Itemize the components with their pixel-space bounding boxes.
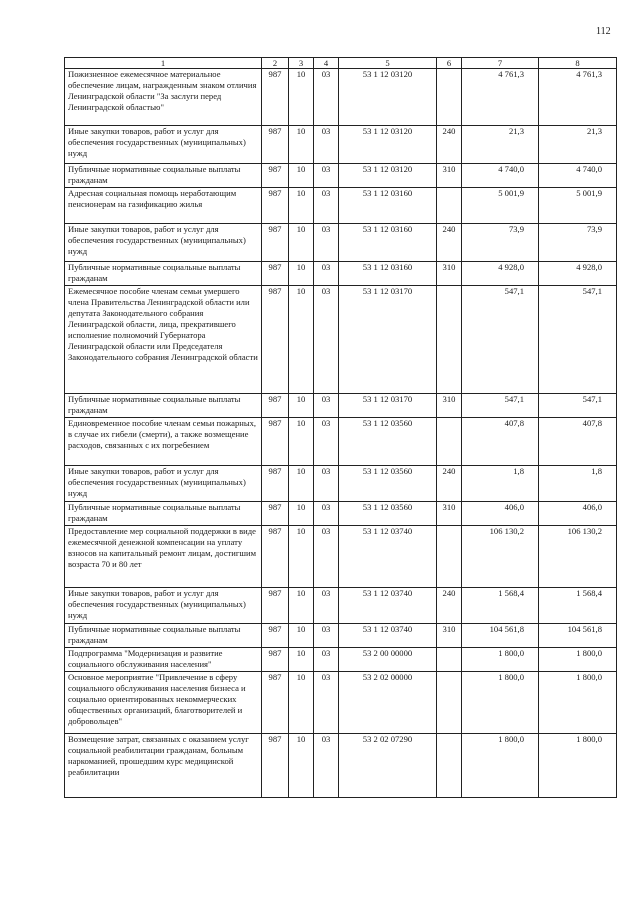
column-header-6: 6 <box>437 58 462 69</box>
row-name: Публичные нормативные социальные выплаты гражданам <box>65 624 262 648</box>
row-target-article: 53 1 12 03120 <box>339 126 437 164</box>
table-row <box>65 418 617 466</box>
row-expense-type <box>437 734 462 798</box>
row-subsection: 03 <box>314 394 339 418</box>
row-subsection: 03 <box>314 502 339 526</box>
row-code-admin: 987 <box>262 126 289 164</box>
row-name: Иные закупки товаров, работ и услуг для обеспечения государственных (муниципальных) нужд <box>65 588 262 624</box>
column-header-5: 5 <box>339 58 437 69</box>
row-amount-a: 1 800,0 <box>462 734 539 798</box>
row-expense-type: 310 <box>437 502 462 526</box>
row-amount-a: 1 800,0 <box>462 648 539 672</box>
row-subsection: 03 <box>314 262 339 286</box>
row-subsection: 03 <box>314 672 339 734</box>
row-amount-b: 4 928,0 <box>539 262 617 286</box>
row-section: 10 <box>289 466 314 502</box>
row-section: 10 <box>289 224 314 262</box>
row-amount-a: 73,9 <box>462 224 539 262</box>
row-section: 10 <box>289 69 314 126</box>
row-amount-a: 4 928,0 <box>462 262 539 286</box>
row-code-admin: 987 <box>262 188 289 224</box>
row-expense-type <box>437 69 462 126</box>
row-section: 10 <box>289 648 314 672</box>
table-row <box>65 164 617 188</box>
row-amount-a: 547,1 <box>462 394 539 418</box>
row-subsection: 03 <box>314 69 339 126</box>
row-amount-b: 104 561,8 <box>539 624 617 648</box>
row-target-article: 53 2 02 07290 <box>339 734 437 798</box>
row-section: 10 <box>289 188 314 224</box>
row-target-article: 53 1 12 03740 <box>339 526 437 588</box>
row-name: Публичные нормативные социальные выплаты гражданам <box>65 262 262 286</box>
column-header-4: 4 <box>314 58 339 69</box>
row-section: 10 <box>289 262 314 286</box>
row-expense-type: 310 <box>437 262 462 286</box>
row-subsection: 03 <box>314 734 339 798</box>
row-amount-b: 73,9 <box>539 224 617 262</box>
row-target-article: 53 1 12 03160 <box>339 188 437 224</box>
table-row <box>65 188 617 224</box>
row-target-article: 53 1 12 03160 <box>339 224 437 262</box>
column-header-2: 2 <box>262 58 289 69</box>
row-section: 10 <box>289 394 314 418</box>
row-target-article: 53 1 12 03120 <box>339 164 437 188</box>
row-expense-type: 240 <box>437 126 462 164</box>
row-target-article: 53 1 12 03560 <box>339 418 437 466</box>
row-expense-type <box>437 648 462 672</box>
row-amount-a: 106 130,2 <box>462 526 539 588</box>
row-code-admin: 987 <box>262 588 289 624</box>
row-expense-type: 240 <box>437 224 462 262</box>
column-header-1: 1 <box>65 58 262 69</box>
table-row <box>65 126 617 164</box>
row-amount-a: 104 561,8 <box>462 624 539 648</box>
row-amount-b: 4 740,0 <box>539 164 617 188</box>
table-row <box>65 224 617 262</box>
row-section: 10 <box>289 164 314 188</box>
row-amount-a: 1 800,0 <box>462 672 539 734</box>
row-name: Ежемесячное пособие членам семьи умершего члена Правительства Ленинградской области или депутата Законодательного собрания Ленинградской области, лица, прекратившего исполнение полномочий Губернатора Ленинградской области или Председателя Законодательного собрания Ленинградской области <box>65 286 262 394</box>
row-section: 10 <box>289 526 314 588</box>
row-section: 10 <box>289 418 314 466</box>
row-target-article: 53 1 12 03160 <box>339 262 437 286</box>
row-name: Единовременное пособие членам семьи пожарных, в случае их гибели (смерти), а также возмещение расходов, связанных с их погребением <box>65 418 262 466</box>
row-expense-type <box>437 672 462 734</box>
table-row <box>65 672 617 734</box>
header-row <box>65 58 617 69</box>
row-target-article: 53 1 12 03740 <box>339 588 437 624</box>
row-target-article: 53 2 00 00000 <box>339 648 437 672</box>
row-name: Публичные нормативные социальные выплаты гражданам <box>65 164 262 188</box>
row-amount-b: 1 568,4 <box>539 588 617 624</box>
row-amount-b: 1 800,0 <box>539 734 617 798</box>
row-subsection: 03 <box>314 126 339 164</box>
row-code-admin: 987 <box>262 734 289 798</box>
row-name: Подпрограмма "Модернизация и развитие социального обслуживания населения" <box>65 648 262 672</box>
row-name: Иные закупки товаров, работ и услуг для обеспечения государственных (муниципальных) нужд <box>65 466 262 502</box>
row-code-admin: 987 <box>262 672 289 734</box>
row-subsection: 03 <box>314 466 339 502</box>
row-amount-b: 4 761,3 <box>539 69 617 126</box>
row-section: 10 <box>289 588 314 624</box>
table-row <box>65 466 617 502</box>
row-amount-a: 1 568,4 <box>462 588 539 624</box>
row-subsection: 03 <box>314 164 339 188</box>
table-row <box>65 262 617 286</box>
row-name: Возмещение затрат, связанных с оказанием услуг социальной реабилитации гражданам, больным наркоманией, прошедшим курс медицинской реабилитации <box>65 734 262 798</box>
row-expense-type: 310 <box>437 394 462 418</box>
row-amount-b: 106 130,2 <box>539 526 617 588</box>
row-expense-type <box>437 526 462 588</box>
row-expense-type: 240 <box>437 466 462 502</box>
row-subsection: 03 <box>314 286 339 394</box>
row-section: 10 <box>289 502 314 526</box>
row-expense-type: 310 <box>437 624 462 648</box>
row-name: Основное мероприятие "Привлечение в сферу социального обслуживания населения бизнеса и социально ориентированных некоммерческих общественных организаций, благотворителей и добровольцев" <box>65 672 262 734</box>
row-subsection: 03 <box>314 188 339 224</box>
row-code-admin: 987 <box>262 394 289 418</box>
row-target-article: 53 1 12 03120 <box>339 69 437 126</box>
row-subsection: 03 <box>314 418 339 466</box>
table-row <box>65 648 617 672</box>
row-amount-b: 1 800,0 <box>539 648 617 672</box>
column-header-8: 8 <box>539 58 617 69</box>
row-amount-a: 1,8 <box>462 466 539 502</box>
row-amount-b: 407,8 <box>539 418 617 466</box>
row-amount-b: 547,1 <box>539 394 617 418</box>
row-expense-type <box>437 188 462 224</box>
table-row <box>65 734 617 798</box>
table-row <box>65 624 617 648</box>
row-expense-type <box>437 286 462 394</box>
table-row <box>65 286 617 394</box>
row-section: 10 <box>289 734 314 798</box>
row-expense-type: 310 <box>437 164 462 188</box>
row-amount-b: 21,3 <box>539 126 617 164</box>
row-amount-a: 21,3 <box>462 126 539 164</box>
row-amount-a: 406,0 <box>462 502 539 526</box>
row-code-admin: 987 <box>262 69 289 126</box>
row-subsection: 03 <box>314 648 339 672</box>
row-target-article: 53 1 12 03740 <box>339 624 437 648</box>
row-subsection: 03 <box>314 224 339 262</box>
row-amount-b: 1,8 <box>539 466 617 502</box>
table-row <box>65 502 617 526</box>
row-code-admin: 987 <box>262 624 289 648</box>
row-code-admin: 987 <box>262 526 289 588</box>
budget-table <box>64 57 617 798</box>
table-row <box>65 69 617 126</box>
column-header-3: 3 <box>289 58 314 69</box>
row-name: Публичные нормативные социальные выплаты гражданам <box>65 502 262 526</box>
row-target-article: 53 2 02 00000 <box>339 672 437 734</box>
row-name: Пожизненное ежемесячное материальное обеспечение лицам, награжденным знаком отличия Ленинградской области "За заслуги перед Ленинградской областью" <box>65 69 262 126</box>
column-header-7: 7 <box>462 58 539 69</box>
row-target-article: 53 1 12 03170 <box>339 286 437 394</box>
row-name: Предоставление мер социальной поддержки в виде ежемесячной денежной компенсации на уплату взносов на капитальный ремонт лицам, достигшим возраста 70 и 80 лет <box>65 526 262 588</box>
row-subsection: 03 <box>314 624 339 648</box>
row-code-admin: 987 <box>262 224 289 262</box>
row-code-admin: 987 <box>262 648 289 672</box>
row-code-admin: 987 <box>262 418 289 466</box>
row-section: 10 <box>289 624 314 648</box>
row-amount-b: 406,0 <box>539 502 617 526</box>
row-target-article: 53 1 12 03560 <box>339 466 437 502</box>
page-number: 112 <box>596 26 611 37</box>
row-amount-b: 547,1 <box>539 286 617 394</box>
table-row <box>65 526 617 588</box>
row-target-article: 53 1 12 03170 <box>339 394 437 418</box>
row-amount-a: 5 001,9 <box>462 188 539 224</box>
row-code-admin: 987 <box>262 502 289 526</box>
row-amount-b: 5 001,9 <box>539 188 617 224</box>
row-target-article: 53 1 12 03560 <box>339 502 437 526</box>
row-name: Адресная социальная помощь неработающим пенсионерам на газификацию жилья <box>65 188 262 224</box>
row-amount-a: 4 761,3 <box>462 69 539 126</box>
table-row <box>65 394 617 418</box>
row-name: Публичные нормативные социальные выплаты гражданам <box>65 394 262 418</box>
row-amount-a: 547,1 <box>462 286 539 394</box>
row-name: Иные закупки товаров, работ и услуг для обеспечения государственных (муниципальных) нужд <box>65 224 262 262</box>
row-code-admin: 987 <box>262 262 289 286</box>
row-expense-type <box>437 418 462 466</box>
row-section: 10 <box>289 126 314 164</box>
row-expense-type: 240 <box>437 588 462 624</box>
row-subsection: 03 <box>314 526 339 588</box>
row-amount-a: 407,8 <box>462 418 539 466</box>
row-amount-b: 1 800,0 <box>539 672 617 734</box>
row-section: 10 <box>289 672 314 734</box>
row-code-admin: 987 <box>262 466 289 502</box>
table-row <box>65 588 617 624</box>
row-name: Иные закупки товаров, работ и услуг для обеспечения государственных (муниципальных) нужд <box>65 126 262 164</box>
row-code-admin: 987 <box>262 286 289 394</box>
row-subsection: 03 <box>314 588 339 624</box>
row-amount-a: 4 740,0 <box>462 164 539 188</box>
row-code-admin: 987 <box>262 164 289 188</box>
row-section: 10 <box>289 286 314 394</box>
